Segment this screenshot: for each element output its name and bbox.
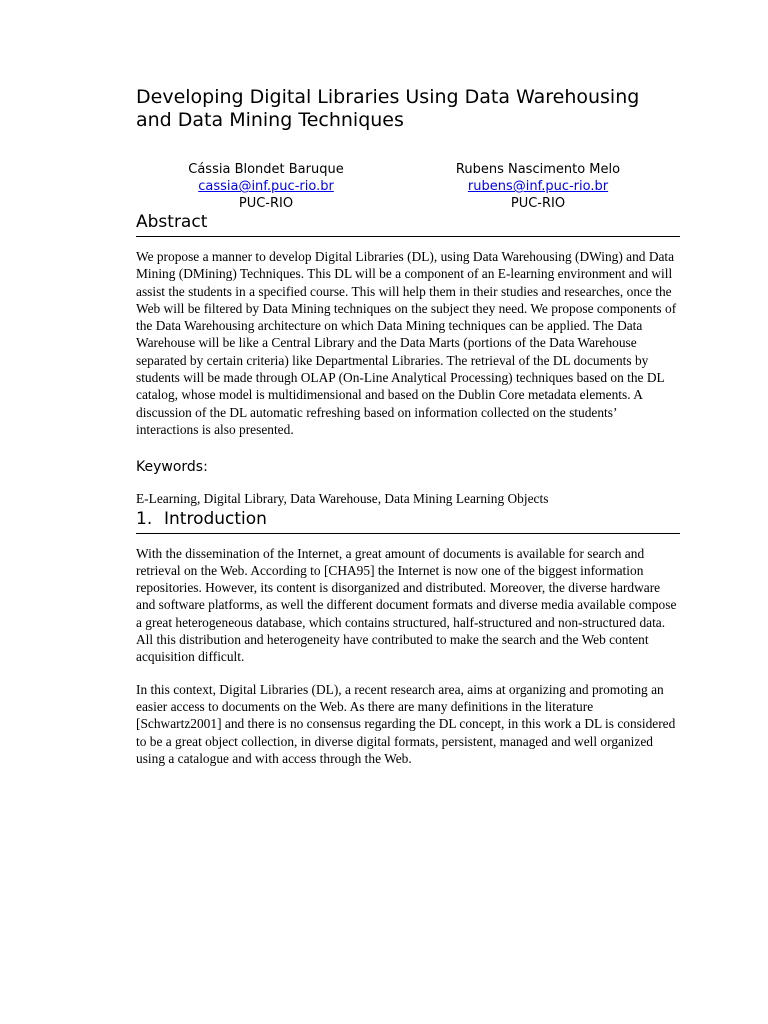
author-2	[418, 161, 658, 212]
keywords-text: E-Learning, Digital Library, Data Warehouse, Data Mining Learning Objects	[136, 491, 549, 507]
author-1	[146, 161, 386, 212]
author-name: Cássia Blondet Baruque	[188, 162, 344, 177]
author-name: Rubens Nascimento Melo	[455, 162, 621, 177]
author-block	[136, 161, 680, 211]
abstract-heading: Abstract	[136, 211, 680, 237]
author-email-link[interactable]: rubens@inf.puc-rio.br	[467, 179, 609, 194]
paper-title: Developing Digital Libraries Using Data Warehousing and Data Mining Techniques	[136, 86, 640, 131]
section-title: Introduction	[164, 508, 267, 529]
introduction-heading	[136, 508, 680, 534]
intro-paragraph-1: With the dissemination of the Internet, a great amount of documents is available for search and retrieval on the Web. According to [CHA95] the Internet is now one of the biggest information repositories. However, its content is disorganized and distributed. Moreover, the diverse hardware and software platforms, as well the different document formats and diverse media available compose a great heterogeneous database, which contains structured, half-structured and non-structured data. All this distribution and heterogeneity have contributed to make the search and the Web content acquisition difficult.	[136, 545, 677, 665]
author-affiliation: PUC-RIO	[510, 196, 566, 211]
intro-paragraph-2: In this context, Digital Libraries (DL), a recent research area, aims at organizing and promoting an easier access to documents on the Web. As there are many definitions in the literature [Schwartz2001] and there is no consensus regarding the DL concept, in this work a DL is considered to be a great object collection, in diverse digital formats, persistent, managed and well organized using a catalogue and with access through the Web.	[136, 681, 676, 766]
author-affiliation: PUC-RIO	[238, 196, 294, 211]
section-number: 1.	[136, 508, 153, 529]
author-email-link[interactable]: cassia@inf.puc-rio.br	[198, 179, 334, 194]
abstract-paragraph: We propose a manner to develop Digital Libraries (DL), using Data Warehousing (DWing) and Data Mining (DMining) Techniques. This DL will be a component of an E-learning environment and will assist the students in a specified course. This will help them in their studies and researches, once the Web will be filtered by Data Mining techniques on the subject they need. We propose components of the Data Warehousing architecture on which Data Mining techniques can be applied. The Data Warehouse will be like a Central Library and the Data Marts (portions of the Data Warehouse separated by certain criteria) like Departmental Libraries. The retrieval of the DL documents by students will be made through OLAP (On-Line Analytical Processing) techniques based on the DL catalog, whose model is multidimensional and based on the Dublin Core metadata elements. A discussion of the DL automatic refreshing based on information collected on the students’ interactions is also presented.	[136, 249, 677, 437]
keywords-heading: Keywords:	[136, 459, 208, 476]
paper-page	[136, 86, 680, 767]
